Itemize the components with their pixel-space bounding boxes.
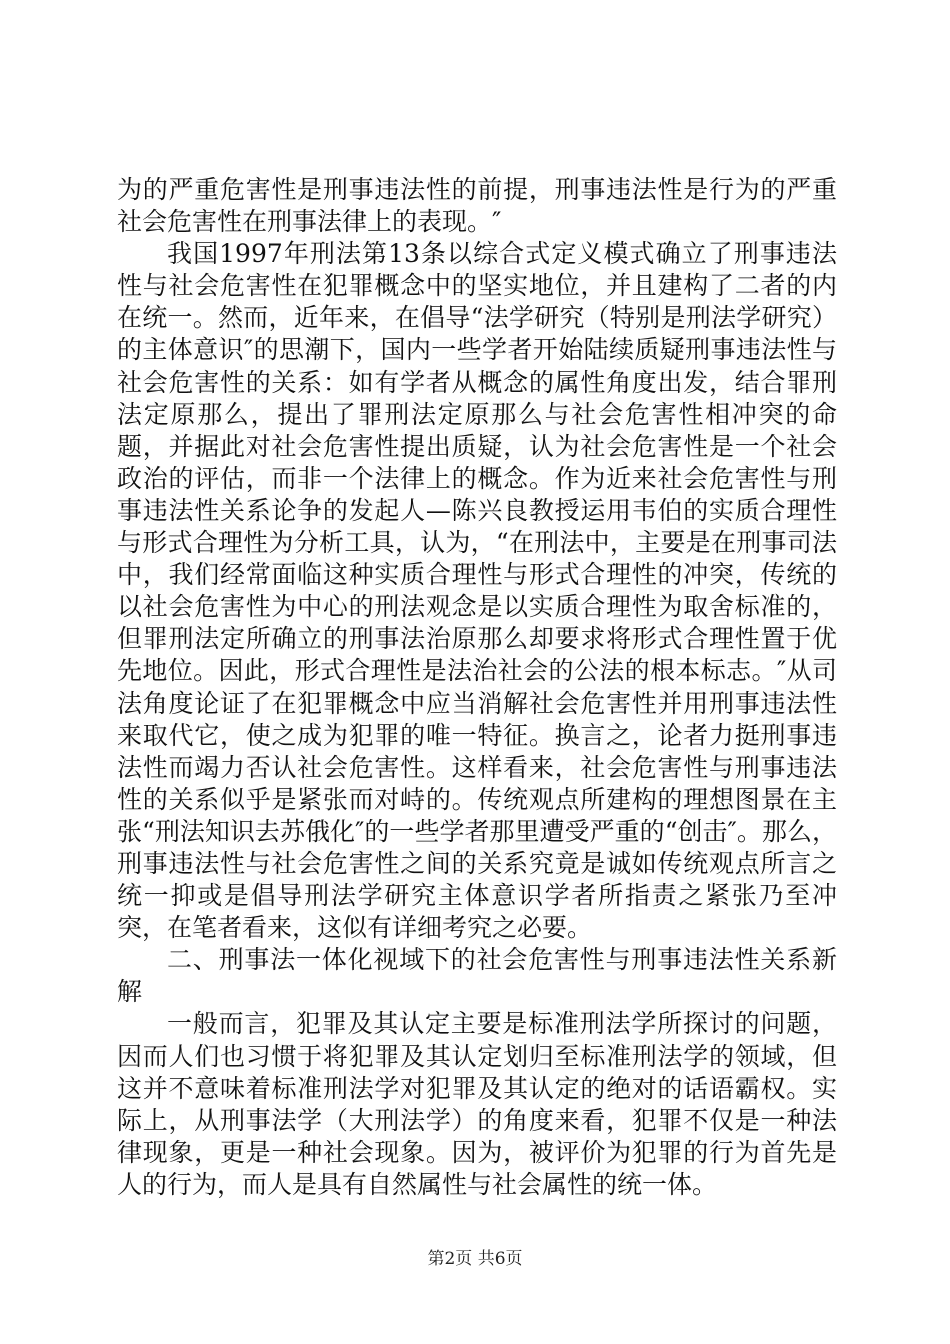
section-heading: 二、刑事法一体化视域下的社会危害性与刑事违法性关系新解 xyxy=(117,945,837,1007)
paragraph-continuation: 为的严重危害性是刑事违法性的前提，刑事违法性是行为的严重社会危害性在刑事法律上的表现。″ xyxy=(117,175,837,237)
paragraph-criminal-law-1997: 我国1997年刑法第13条以综合式定义模式确立了刑事违法性与社会危害性在犯罪概念中的坚实地位，并且建构了二者的内在统一。然而，近年来，在倡导“法学研究（特别是刑法学研究）的主体意识″的思潮下，国内一些学者开始陆续质疑刑事违法性与社会危害性的关系：如有学者从概念的属性角度出发，结合罪刑法定原那么，提出了罪刑法定原那么与社会危害性相冲突的命题，并据此对社会危害性提出质疑，认为社会危害性是一个社会政治的评估，而非一个法律上的概念。作为近来社会危害性与刑事违法性关系论争的发起人—陈兴良教授运用韦伯的实质合理性与形式合理性为分析工具，认为，“在刑法中，主要是在刑事司法中，我们经常面临这种实质合理性与形式合理性的冲突，传统的以社会危害性为中心的刑法观念是以实质合理性为取舍标准的，但罪刑法定所确立的刑事法治原那么却要求将形式合理性置于优先地位。因此，形式合理性是法治社会的公法的根本标志。″从司法角度论证了在犯罪概念中应当消解社会危害性并用刑事违法性来取代它，使之成为犯罪的唯一特征。换言之，论者力挺刑事违法性而竭力否认社会危害性。这样看来，社会危害性与刑事违法性的关系似乎是紧张而对峙的。传统观点所建构的理想图景在主张“刑法知识去苏俄化″的一些学者那里遭受严重的“创击″。那么，刑事违法性与社会危害性之间的关系究竟是诚如传统观点所言之统一抑或是倡导刑法学研究主体意识学者所指责之紧张乃至冲突，在笔者看来，这似有详细考究之必要。 xyxy=(117,239,837,943)
document-body xyxy=(117,174,837,1201)
paragraph-crime-definition: 一般而言，犯罪及其认定主要是标准刑法学所探讨的问题，因而人们也习惯于将犯罪及其认定划归至标准刑法学的领域，但这并不意味着标准刑法学对犯罪及其认定的绝对的话语霸权。实际上，从刑事法学（大刑法学）的角度来看，犯罪不仅是一种法律现象，更是一种社会现象。因为，被评价为犯罪的行为首先是人的行为，而人是具有自然属性与社会属性的统一体。 xyxy=(117,1009,837,1199)
page-number-footer: 第2页 共6页 xyxy=(427,1249,523,1269)
